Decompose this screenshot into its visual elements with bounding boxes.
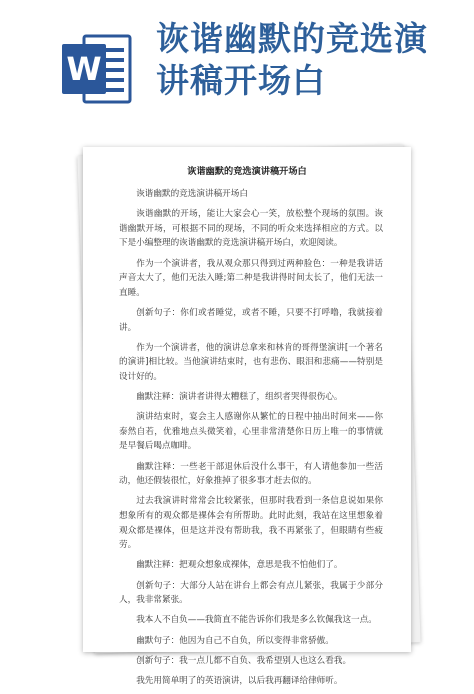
paragraph: 创新句子：大部分人站在讲台上都会有点儿紧张，我属于少部分人，我非常紧张。 [119, 580, 383, 606]
page-title: 诙谐幽默的竞选演讲稿开场白 [156, 19, 428, 100]
paragraph: 过去我演讲时常常会比较紧张，但那时我看到一条信息说如果你想象所有的观众都是裸体会有所帮助。此时此刻，我站在这里想象着观众都是裸体，但是这并没有帮助我，我不再紧张了，但眼睛有些疲劳。 [119, 496, 383, 551]
paragraph: 幽默句子：他因为自己不自负，所以变得非常骄傲。 [136, 635, 334, 646]
paragraph: 诙谐幽默的开场，能让大家会心一笑，放松整个现场的氛围。诙谐幽默开场，可根据不同的现场，不同的听众来选择相应的方式。以下是小编整理的诙谐幽默的竞选演讲稿开场白，欢迎阅读。 [119, 209, 383, 249]
paragraph: 演讲结束时，宴会主人感谢你从繁忙的日程中抽出时间来——你泰然自若，优雅地点头微笑着，心里非常清楚你日历上唯一的事情就是早餐后喝点咖啡。 [119, 412, 383, 452]
paragraph: 幽默注释：一些老干部退休后没什么事干，有人请他参加一些活动，他还假装很忙，好象推掉了很多事才赶去似的。 [119, 461, 383, 487]
document-body [119, 187, 383, 694]
paragraph: 我先用简单明了的英语演讲，以后我再翻译给律师听。 [136, 675, 343, 686]
document-title: 诙谐幽默的竞选演讲稿开场白 [187, 166, 307, 177]
paragraph: 诙谐幽默的竞选演讲稿开场白 [136, 189, 248, 199]
document-page [83, 147, 411, 686]
paragraph: 作为一个演讲者，我从观众那只得到过两种脸色：一种是我讲话声音太大了，他们无法入睡;第二种是我讲得时间太长了，他们无法一直睡。 [119, 258, 383, 298]
paragraph: 幽默注释：把观众想象成裸体，意思是我不怕他们了。 [136, 560, 343, 571]
paragraph: 我本人不自负——我简直不能告诉你们我是多么钦佩我这一点。 [136, 615, 377, 626]
paragraph: 作为一个演讲者，他的演讲总拿来和林肯的哥得堡演讲[一个著名的演讲]相比较。当他演讲结束时，也有悲伤、眼泪和悲痛——特别是设计好的。 [119, 342, 383, 382]
paragraph: 幽默注释：演讲者讲得太糟糕了，组织者哭得很伤心。 [136, 392, 343, 403]
svg-text:W: W [66, 50, 102, 88]
word-doc-icon [58, 30, 136, 108]
paragraph: 创新句子：你们或者睡觉，或者不睡，只要不打呼噜，我就接着讲。 [119, 307, 383, 333]
paragraph: 创新句子：我一点儿都不自负、我希望别人也这么看我。 [136, 655, 352, 666]
header-banner [0, 0, 474, 140]
